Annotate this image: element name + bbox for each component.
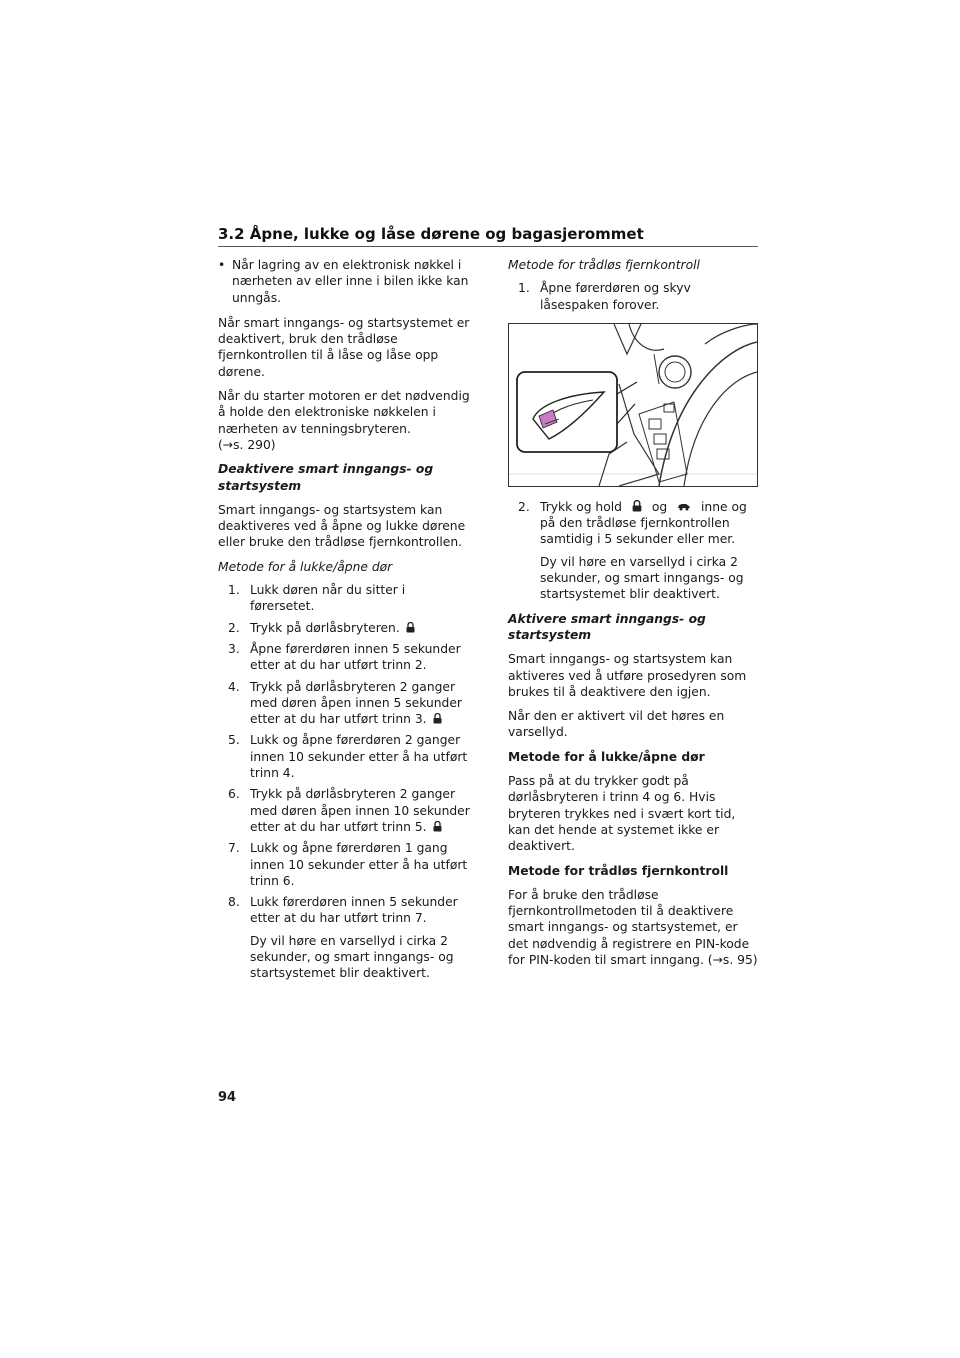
door-steps-list	[218, 582, 470, 927]
remote-method-heading: Metode for trådløs fjernkontroll	[508, 863, 729, 878]
list-item: 5. Lukk og åpne førerdøren 2 ganger innen 10 sekunder etter å ha utført trinn 4.	[228, 733, 468, 781]
door-method-text: Pass på at du trykker godt på dørlåsbryteren i trinn 4 og 6. Hvis bryteren trykkes ned i svært kort tid, kan det hende at systemet ikke er deaktivert.	[508, 774, 736, 854]
list-item: 2. Trykk på dørlåsbryteren.	[228, 620, 470, 636]
remote-method-text: For å bruke den trådløse fjernkontrollmetoden til å deaktivere smart inngangs- og startsystemet, er det nødvendig å registrere en PIN-kode for PIN-koden til smart inngang. (→s. 95)	[508, 887, 758, 968]
page-reference: (→s. 290)	[218, 437, 276, 452]
list-item: 1. Åpne førerdøren og skyv låsespaken forover.	[518, 281, 691, 312]
door-method-heading: Metode for å lukke/åpne dør	[508, 749, 705, 764]
paragraph-start-engine	[218, 388, 470, 453]
bullet-dot: •	[218, 258, 226, 272]
activate-heading: Aktivere smart inngangs- og startsystem	[508, 611, 706, 642]
activate-sound-text: Når den er aktivert vil det høres en varsellyd.	[508, 709, 725, 740]
start-engine-text: Når du starter motoren er det nødvendig å holde den elektroniske nøkkelen i nærheten av tenningsbryteren.	[218, 389, 470, 436]
step2-continuation: Dy vil høre en varsellyd i cirka 2 sekunder, og smart inngangs- og startsystemet blir deaktivert.	[540, 554, 744, 602]
list-item: 8. Lukk førerdøren innen 5 sekunder etter at du har utført trinn 7.	[228, 895, 458, 926]
deactivate-heading: Deaktivere smart inngangs- og startsystem	[218, 462, 434, 493]
list-item: 7. Lukk og åpne førerdøren 1 gang innen 10 sekunder etter å ha utført trinn 6.	[228, 841, 468, 888]
door-lock-illustration	[508, 323, 758, 487]
method-door-heading: Metode for å lukke/åpne dør	[218, 559, 393, 574]
list-item: 2. Trykk og hold og inne og på den trådløse fjernkontrollen samtidig i 5 sekunder eller mer.	[518, 499, 747, 547]
right-column	[508, 257, 760, 976]
paragraph-deactivated: Når smart inngangs- og startsystemet er deaktivert, bruk den trådløse fjernkontrollen til å låse og låse opp dørene.	[218, 315, 470, 379]
list-item: 1. Lukk døren når du sitter i førersetet.	[228, 583, 406, 614]
bullet-item	[218, 257, 470, 306]
lock-icon	[433, 821, 442, 832]
left-column	[218, 257, 470, 990]
lock-icon	[406, 622, 415, 633]
list-item: 4. Trykk på dørlåsbryteren 2 ganger med døren åpen innen 5 sekunder etter at du har utført trinn 3.	[228, 679, 462, 727]
page-number: 94	[218, 1090, 237, 1105]
method-remote-heading: Metode for trådløs fjernkontroll	[508, 258, 700, 272]
lock-icon	[632, 500, 642, 512]
activate-text: Smart inngangs- og startsystem kan aktiveres ved å utføre prosedyren som brukes til å deaktivere den igjen.	[508, 652, 747, 699]
list-item: 6. Trykk på dørlåsbryteren 2 ganger med døren åpen innen 10 sekunder etter at du har utført trinn 5.	[228, 787, 470, 834]
step8-continuation: Dy vil høre en varsellyd i cirka 2 sekunder, og smart inngangs- og startsystemet blir deaktivert.	[250, 933, 454, 981]
remote-steps-list-2	[508, 499, 760, 548]
bullet-text: Når lagring av en elektronisk nøkkel i nærheten av eller inne i bilen ikke kan unngås.	[232, 258, 469, 305]
list-item: 3. Åpne førerdøren innen 5 sekunder etter at du har utført trinn 2.	[228, 641, 461, 673]
section-header	[218, 224, 758, 247]
remote-steps-list	[508, 280, 760, 313]
lock-icon	[433, 713, 442, 724]
car-icon	[677, 502, 691, 511]
deactivate-text: Smart inngangs- og startsystem kan deaktiveres ved å åpne og lukke dørene eller bruke den trådløse fjernkontrollen.	[218, 502, 466, 550]
section-title: 3.2 Åpne, lukke og låse dørene og bagasjerommet	[218, 225, 644, 243]
door-interior-drawing	[509, 324, 757, 486]
